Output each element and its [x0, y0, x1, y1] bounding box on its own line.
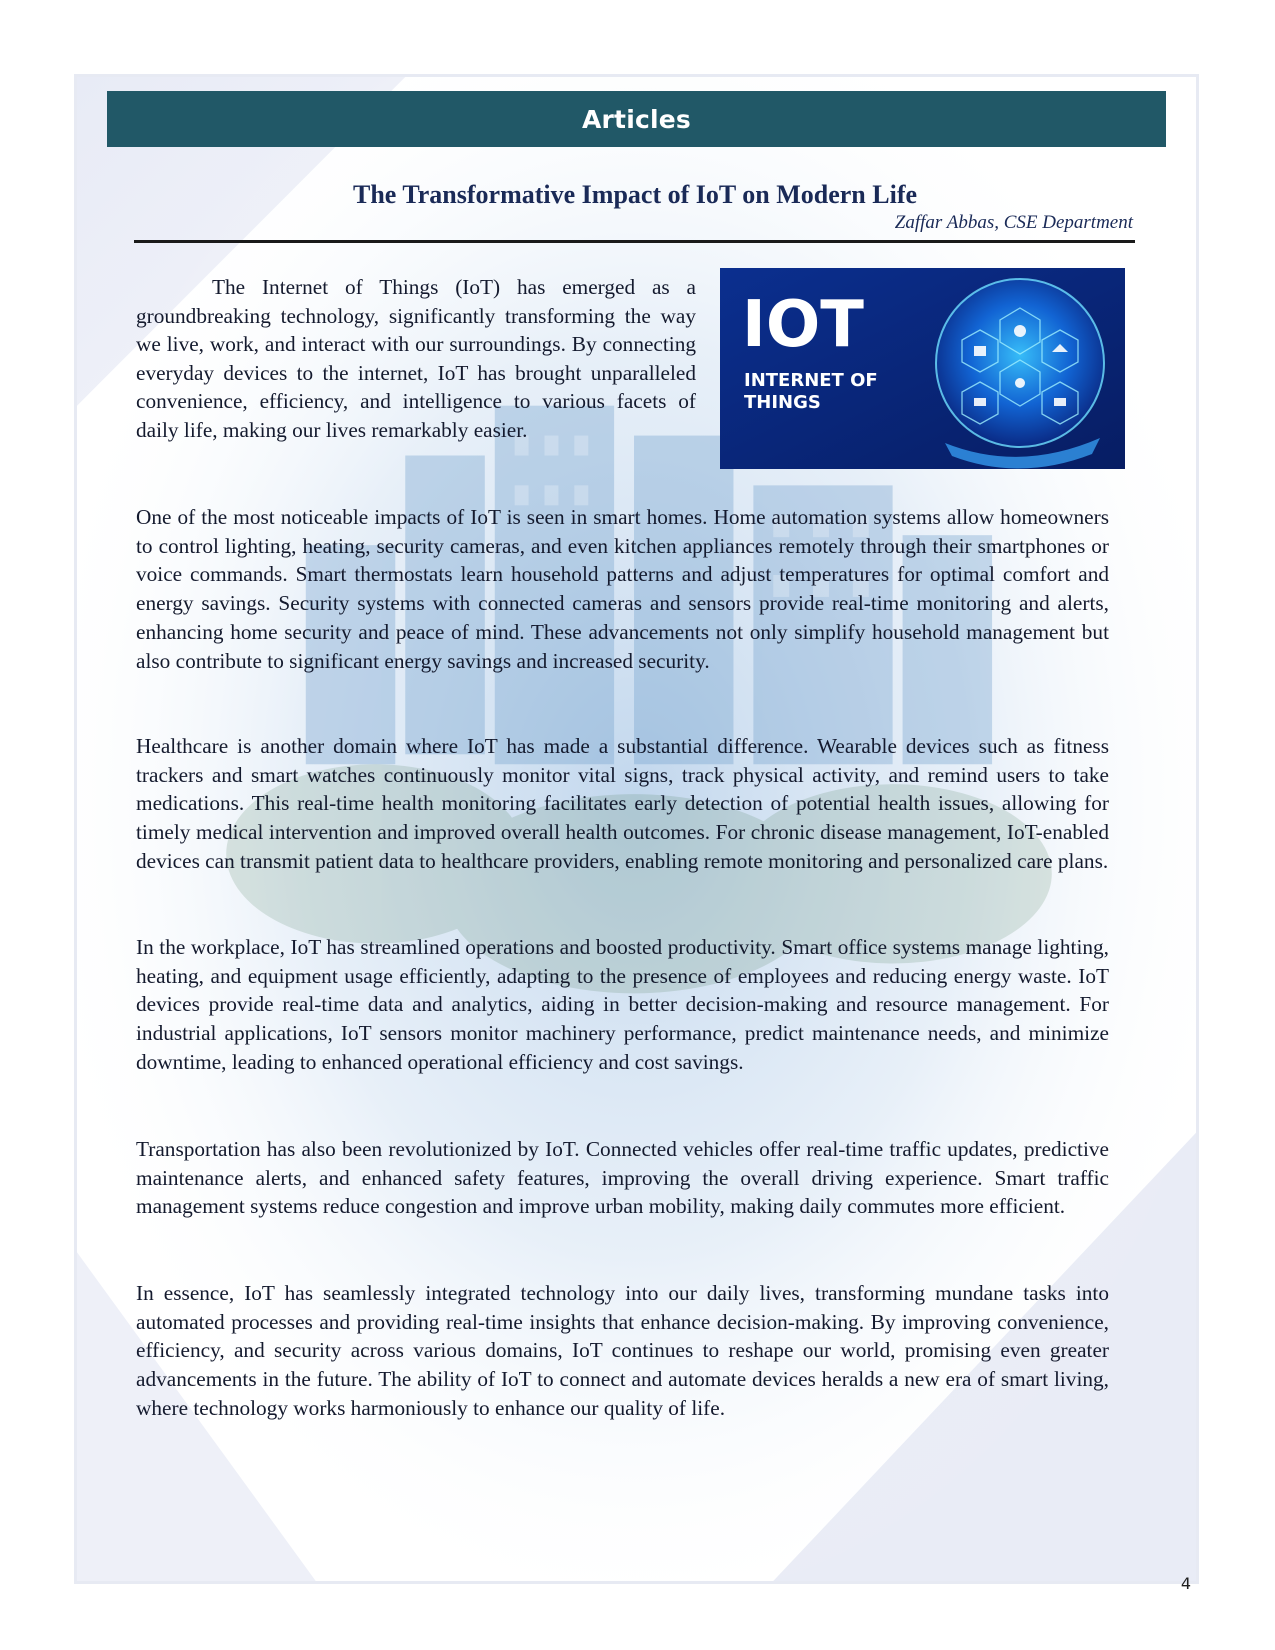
- article-intro-paragraph: The Internet of Things (IoT) has emerged as a groundbreaking technology, significantly transforming the way we live, work, and interact with our surroundings. By connecting everyday devices to the internet, IoT has brought unparalleled convenience, efficiency, and intelligence to various facets of daily life, making our lives remarkably easier.: [136, 275, 696, 442]
- article-paragraph: Healthcare is another domain where IoT has made a substantial difference. Wearable devices such as fitness trackers and smart watches continuously monitor vital signs, track physical activity, and remind users to take medications. This real-time health monitoring facilitates early detection of potential health issues, allowing for timely medical intervention and improved overall health outcomes. For chronic disease management, IoT-enabled devices can transmit patient data to healthcare providers, enabling remote monitoring and personalized care plans.: [136, 734, 1109, 873]
- article-paragraph: In the workplace, IoT has streamlined operations and boosted productivity. Smart office systems manage lighting, heating, and equipment usage efficiently, adapting to the presence of employees and reducing energy waste. IoT devices provide real-time data and analytics, aiding in better decision-making and resource management. For industrial applications, IoT sensors monitor machinery performance, predict maintenance needs, and minimize downtime, leading to enhanced operational efficiency and cost savings.: [136, 935, 1109, 1074]
- article-paragraph: Transportation has also been revolutionized by IoT. Connected vehicles offer real-time traffic updates, predictive maintenance alerts, and enhanced safety features, improving the overall driving experience. Smart traffic management systems reduce congestion and improve urban mobility, making daily commutes more efficient.: [136, 1137, 1109, 1219]
- iot-subline-text-1: INTERNET OF: [744, 370, 878, 391]
- article-paragraph: In essence, IoT has seamlessly integrated technology into our daily lives, transforming mundane tasks into automated processes and providing real-time insights that enhance decision-making. By improving convenience, efficiency, and security across various domains, IoT continues to reshape our world, promising even greater advancements in the future. The ability of IoT to connect and automate devices heralds a new era of smart living, where technology works harmoniously to enhance our quality of life.: [136, 1281, 1109, 1420]
- article-title: The Transformative Impact of IoT on Modern Life: [352, 180, 918, 209]
- article-paragraph: One of the most noticeable impacts of IoT is seen in smart homes. Home automation systems allow homeowners to control lighting, heating, security cameras, and even kitchen appliances remotely through their smartphones or voice commands. Smart thermostats learn household patterns and adjust temperatures for optimal comfort and energy savings. Security systems with connected cameras and sensors provide real-time monitoring and alerts, enhancing home security and peace of mind. These advancements not only simplify household management but also contribute to significant energy savings and increased security.: [136, 505, 1109, 673]
- section-banner: Articles: [107, 91, 1166, 147]
- article-byline: Zaffar Abbas, CSE Department: [894, 212, 1133, 233]
- page-number: 4: [1180, 1574, 1191, 1593]
- iot-headline-text: IOT: [742, 288, 864, 362]
- title-divider: [134, 240, 1135, 243]
- iot-subline-text-2: THINGS: [744, 392, 821, 413]
- iot-illustration: [720, 268, 1125, 469]
